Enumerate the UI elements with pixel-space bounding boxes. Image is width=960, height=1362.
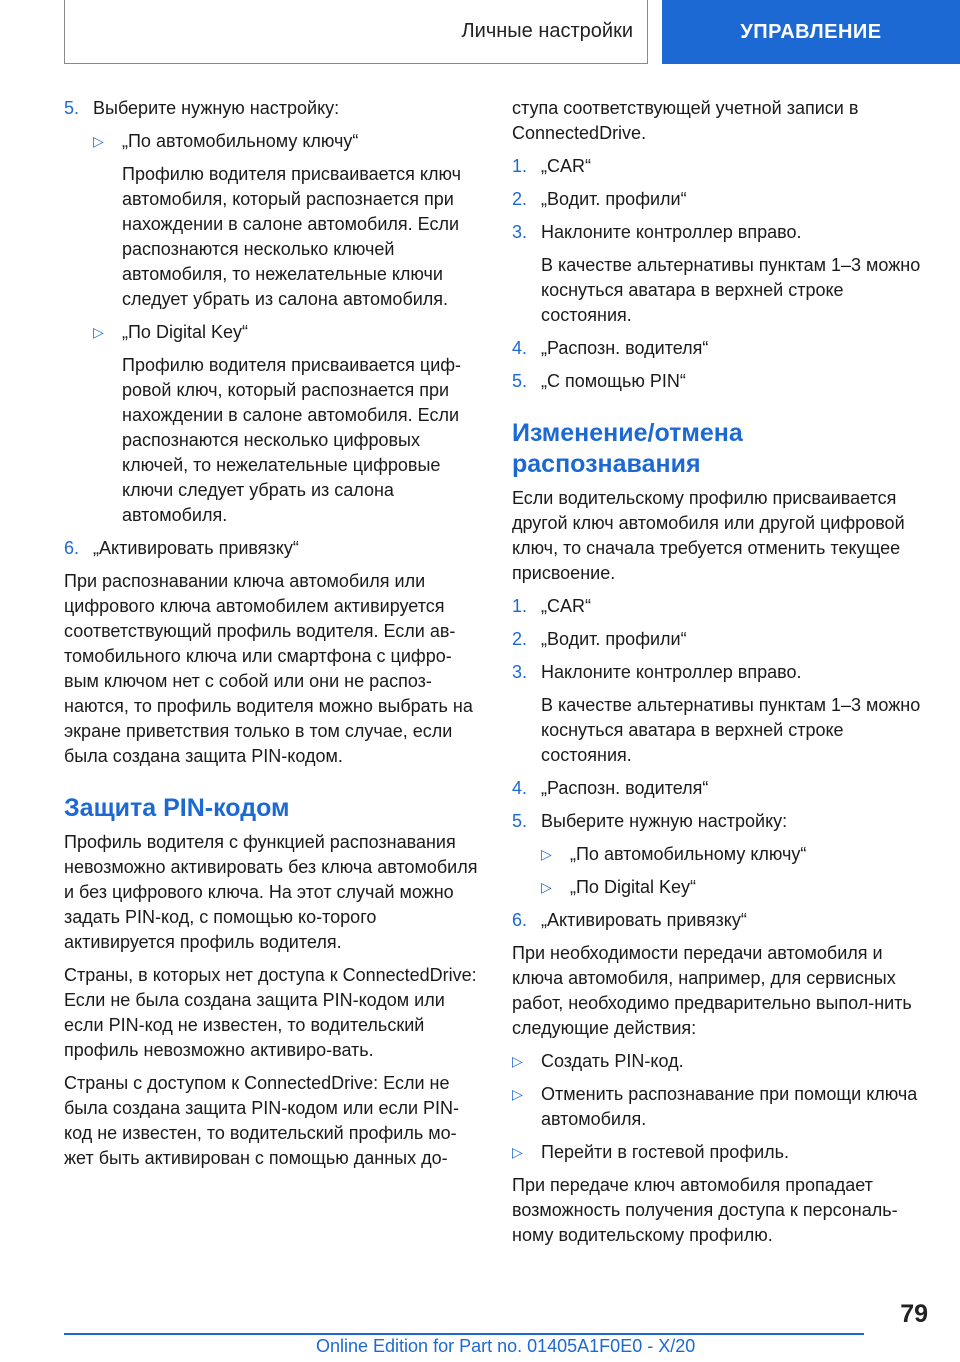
option-label: „По Digital Key“ <box>122 322 248 342</box>
step-number: 4. <box>512 778 528 798</box>
step-text: „Активировать привязку“ <box>93 538 299 558</box>
chapter-title: УПРАВЛЕНИЕ <box>740 20 882 43</box>
paragraph: При распознавании ключа автомобиля или цифрового ключа автомобилем активируется соответствующий профиль водителя. Если ав-томобильного ключа или смартфона с цифро-вым ключом нет с собой или они не распоз-наются, то профиль водителя можно выбрать на экране приветствия только в том случае, если была создана защита PIN-кодом. <box>64 571 473 766</box>
step-6 <box>512 908 932 933</box>
step-3 <box>512 220 932 245</box>
bullet-item <box>512 1082 932 1132</box>
step-text: „Распозн. водителя“ <box>541 778 709 798</box>
step-2 <box>512 627 932 652</box>
bullet-text: Отменить распознавание при помощи ключа автомобиля. <box>541 1084 918 1129</box>
triangle-bullet-icon: ▷ <box>512 1086 523 1102</box>
footer-rule <box>64 1333 864 1335</box>
step-text: „Водит. профили“ <box>541 189 687 209</box>
option-label: „По автомобильному ключу“ <box>570 844 807 864</box>
step-text: „Активировать привязку“ <box>541 910 747 930</box>
paragraph: При необходимости передачи автомобиля и ключа автомобиля, например, для сервисных работ, необходимо предварительно выпол-нить следующие действия: <box>512 943 912 1038</box>
triangle-bullet-icon: ▷ <box>512 1144 523 1160</box>
paragraph: При передаче ключ автомобиля пропадает возможность получения доступа к персональ-ному водительскому профилю. <box>512 1175 898 1245</box>
bullet-text: Перейти в гостевой профиль. <box>541 1142 790 1162</box>
step-1 <box>512 154 932 179</box>
step-text: Наклоните контроллер вправо. <box>541 662 802 682</box>
step-4 <box>512 336 932 361</box>
step-6 <box>64 536 484 561</box>
edition-footer: Online Edition for Part no. 01405A1F0E0 - X/20 <box>316 1336 696 1356</box>
step-number: 5. <box>512 811 528 831</box>
step-number: 2. <box>512 189 528 209</box>
step-text: „CAR“ <box>541 156 591 176</box>
step-number: 1. <box>512 596 528 616</box>
paragraph: Страны с доступом к ConnectedDrive: Если не была создана защита PIN-кодом или если PIN-код не известен, то водительский профиль мо-жет быть активирован с помощью данных до- <box>64 1073 460 1168</box>
bullet-text: Создать PIN-код. <box>541 1051 684 1071</box>
step-number: 6. <box>512 910 528 930</box>
step-number: 5. <box>512 371 528 391</box>
step-2 <box>512 187 932 212</box>
step-number: 4. <box>512 338 528 358</box>
step-1 <box>512 594 932 619</box>
step-text: „Водит. профили“ <box>541 629 687 649</box>
triangle-bullet-icon: ▷ <box>541 846 552 862</box>
step-4 <box>512 776 932 801</box>
section-heading-change: Изменение/отмена распознавания <box>512 419 743 478</box>
paragraph: Страны, в которых нет доступа к ConnectedDrive: Если не была создана защита PIN-кодом или если PIN-код не известен, то водительский профиль невозможно активиро-вать. <box>64 965 477 1060</box>
step-number: 3. <box>512 662 528 682</box>
option-description: Профилю водителя присваивается циф-ровой ключ, который распознается при нахождении в салоне автомобиля. Если распознаются несколько цифровых ключей, то нежелательные цифровые ключи следует убрать из салона автомобиля. <box>122 355 462 525</box>
option-label: „По Digital Key“ <box>570 877 696 897</box>
step-5 <box>512 369 932 394</box>
option-description: Профилю водителя присваивается ключ автомобиля, который распознается при нахождении в салоне автомобиля. Если распознаются несколько ключей автомобиля, то нежелательные ключи следует убрать из салона автомобиля. <box>122 164 461 309</box>
option-car-key <box>512 842 932 867</box>
triangle-bullet-icon: ▷ <box>512 1053 523 1069</box>
bullet-item <box>512 1140 932 1165</box>
section-heading-pin: Защита PIN-кодом <box>64 794 290 822</box>
step-5 <box>512 809 932 834</box>
step-5 <box>64 96 484 121</box>
paragraph: Если водительскому профилю присваивается другой ключ автомобиля или другой цифровой ключ, то сначала требуется отменить текущее присвоение. <box>512 488 905 583</box>
step-note: В качестве альтернативы пунктам 1–3 можно коснуться аватара в верхней строке состояния. <box>541 695 921 765</box>
section-title: Личные настройки <box>461 20 633 42</box>
step-number: 1. <box>512 156 528 176</box>
triangle-bullet-icon: ▷ <box>93 133 104 149</box>
option-label: „По автомобильному ключу“ <box>122 131 359 151</box>
step-number: 3. <box>512 222 528 242</box>
step-note: В качестве альтернативы пунктам 1–3 можно коснуться аватара в верхней строке состояния. <box>541 255 921 325</box>
page-number: 79 <box>900 1300 928 1328</box>
triangle-bullet-icon: ▷ <box>93 324 104 340</box>
option-digital-key <box>64 320 484 345</box>
left-column <box>64 96 484 1179</box>
step-number: 6. <box>64 538 80 558</box>
paragraph-continued: ступа соответствующей учетной записи в ConnectedDrive. <box>512 98 859 143</box>
right-column <box>512 96 932 1256</box>
running-header-chapter <box>662 0 960 64</box>
step-3 <box>512 660 932 685</box>
step-text: Наклоните контроллер вправо. <box>541 222 802 242</box>
step-text: Выберите нужную настройку: <box>541 811 788 831</box>
paragraph: Профиль водителя с функцией распознавания невозможно активировать без ключа автомобиля и без цифрового ключа. На этот случай можно задать PIN-код, с помощью ко-торого активируется профиль водителя. <box>64 832 478 952</box>
step-number: 5. <box>64 98 80 118</box>
step-number: 2. <box>512 629 528 649</box>
bullet-item <box>512 1049 932 1074</box>
step-text: „Распозн. водителя“ <box>541 338 709 358</box>
triangle-bullet-icon: ▷ <box>541 879 552 895</box>
step-text: Выберите нужную настройку: <box>93 98 340 118</box>
option-digital-key <box>512 875 932 900</box>
step-text: „CAR“ <box>541 596 591 616</box>
running-header-section <box>64 0 648 64</box>
step-text: „С помощью PIN“ <box>541 371 686 391</box>
option-car-key <box>64 129 484 154</box>
